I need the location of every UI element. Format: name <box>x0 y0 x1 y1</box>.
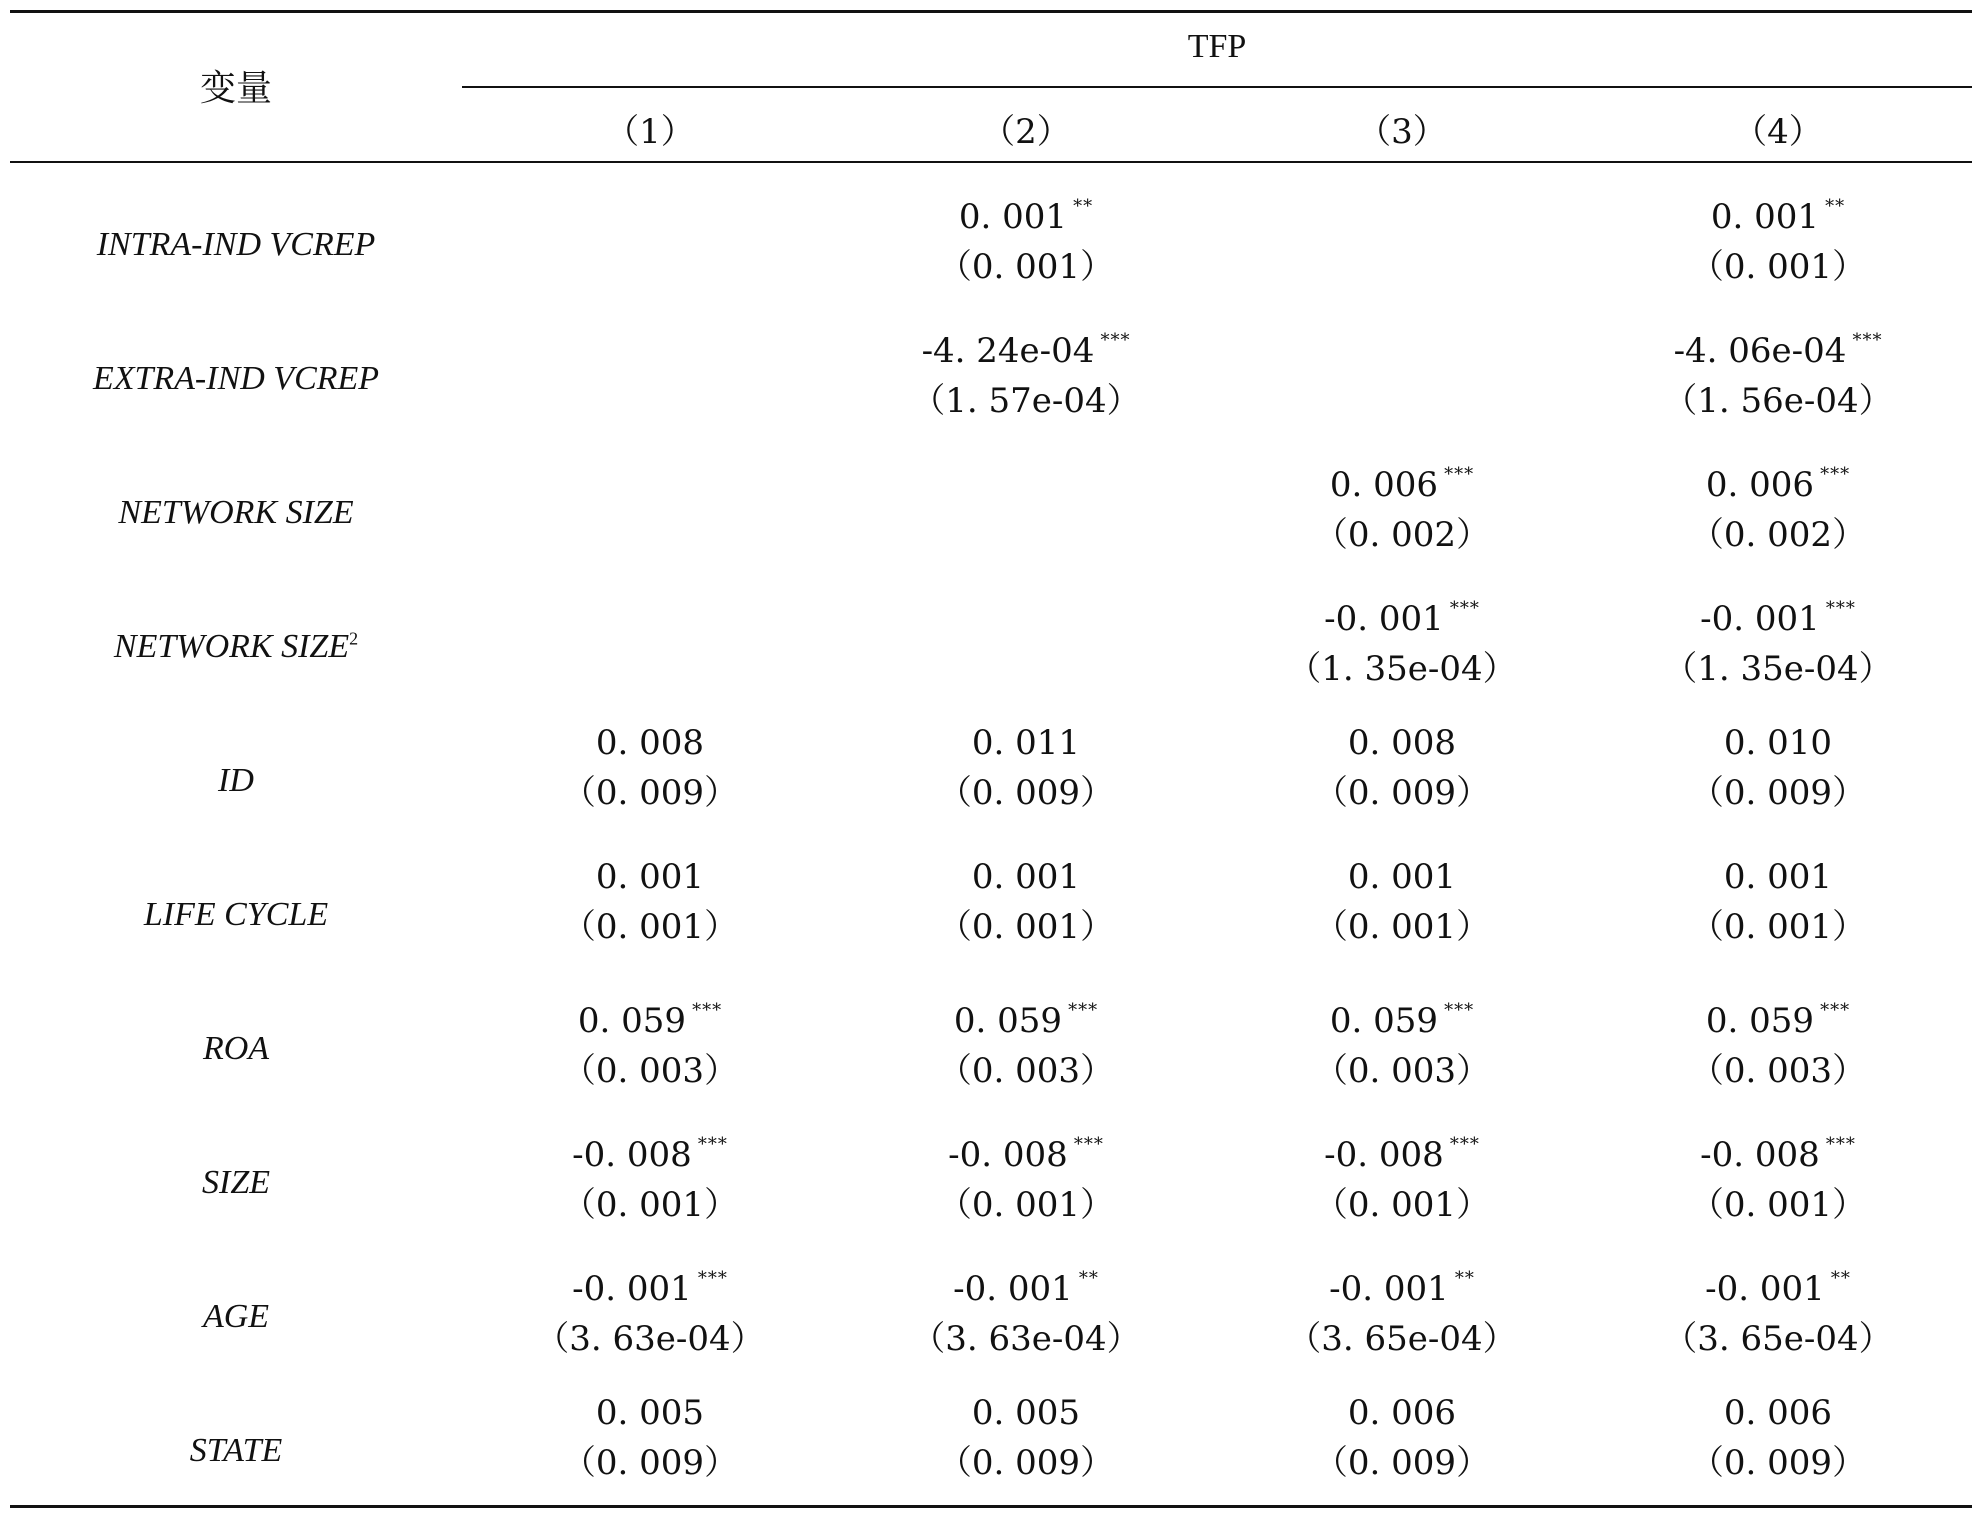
table-cell <box>838 986 1214 1096</box>
standard-error: （0. 001） <box>937 1185 1115 1225</box>
coefficient-value: 0. 059 <box>577 1001 687 1041</box>
coefficient-value: 0. 006 <box>1723 1393 1833 1433</box>
coefficient <box>1214 718 1590 768</box>
standard-error: （1. 35e-04） <box>1287 649 1517 689</box>
table-cell <box>838 852 1214 952</box>
variable-name <box>10 1164 462 1202</box>
coefficient-value: -0. 008 <box>1324 1135 1444 1175</box>
standard-error: （0. 003） <box>1313 1051 1491 1091</box>
coefficient <box>838 1388 1214 1438</box>
variable-name-text: NETWORK SIZE <box>113 628 350 665</box>
variable-name-text: NETWORK SIZE <box>118 494 354 531</box>
coefficient <box>1214 852 1590 902</box>
standard-error: （0. 001） <box>561 1185 739 1225</box>
table-cell <box>1214 718 1590 818</box>
standard-error: （0. 009） <box>1313 773 1491 813</box>
table-cell <box>1590 1254 1966 1364</box>
significance-stars: *** <box>1444 464 1475 485</box>
standard-error: （0. 009） <box>1313 1443 1491 1483</box>
table-cell <box>1214 1120 1590 1230</box>
table-cell <box>838 1388 1214 1488</box>
significance-stars: ** <box>1830 1268 1851 1289</box>
coefficient-value: 0. 008 <box>595 723 705 763</box>
coefficient <box>462 1254 838 1314</box>
table-cell <box>462 718 838 818</box>
coefficient <box>1590 450 1966 510</box>
table-cell <box>462 986 838 1096</box>
variable-name <box>10 1298 462 1336</box>
coefficient-value: -0. 001 <box>572 1269 692 1309</box>
standard-error: （0. 003） <box>1689 1051 1867 1091</box>
table-row <box>10 182 1972 316</box>
coefficient <box>1590 852 1966 902</box>
significance-stars: *** <box>1825 1134 1856 1155</box>
significance-stars: *** <box>1852 330 1883 351</box>
coefficient <box>462 986 838 1046</box>
table-cell <box>838 316 1214 426</box>
variable-name-text: INTRA-IND VCREP <box>96 226 376 263</box>
table-cell <box>1590 182 1966 292</box>
table-cell <box>1214 1388 1590 1488</box>
significance-stars: *** <box>1073 1134 1104 1155</box>
coefficient <box>1590 1388 1966 1438</box>
table-cell <box>1590 584 1966 694</box>
standard-error: （3. 65e-04） <box>1663 1319 1893 1359</box>
standard-error: （0. 001） <box>1689 247 1867 287</box>
table-row <box>10 1120 1972 1254</box>
table-cell <box>462 1388 838 1488</box>
coefficient-value: -0. 008 <box>948 1135 1068 1175</box>
table-cell <box>1214 1254 1590 1364</box>
table-cell <box>1214 584 1590 694</box>
variable-name <box>10 360 462 398</box>
variable-name <box>10 1030 462 1068</box>
variable-name-text: AGE <box>202 1298 270 1335</box>
coefficient-value: -0. 008 <box>572 1135 692 1175</box>
significance-stars: ** <box>1073 196 1094 217</box>
standard-error: （0. 001） <box>1313 1185 1491 1225</box>
variable-name <box>10 896 462 934</box>
table-cell <box>1590 1120 1966 1230</box>
standard-error: （0. 002） <box>1689 515 1867 555</box>
table-cell <box>838 1254 1214 1364</box>
coefficient <box>838 1120 1214 1180</box>
coefficient <box>1590 986 1966 1046</box>
coefficient <box>462 1388 838 1438</box>
coefficient-value: 0. 010 <box>1723 723 1833 763</box>
table-cell <box>1590 718 1966 818</box>
coefficient-value: 0. 001 <box>958 197 1068 237</box>
significance-stars: *** <box>1820 1000 1851 1021</box>
significance-stars: *** <box>1825 598 1856 619</box>
standard-error: （0. 009） <box>1689 1443 1867 1483</box>
table-bottom-rule <box>10 1505 1972 1508</box>
significance-stars: *** <box>692 1000 723 1021</box>
significance-stars: *** <box>1820 464 1851 485</box>
variable-name <box>10 494 462 532</box>
table-row <box>10 986 1972 1120</box>
coefficient-value: 0. 011 <box>971 723 1081 763</box>
significance-stars: *** <box>1068 1000 1099 1021</box>
coefficient-value: 0. 006 <box>1347 1393 1457 1433</box>
coefficient <box>1214 450 1590 510</box>
coefficient <box>1590 1254 1966 1314</box>
significance-stars: ** <box>1454 1268 1475 1289</box>
coefficient <box>1590 1120 1966 1180</box>
standard-error: （0. 003） <box>561 1051 739 1091</box>
standard-error: （3. 65e-04） <box>1287 1319 1517 1359</box>
coefficient-value: -0. 008 <box>1700 1135 1820 1175</box>
coefficient-value: 0. 059 <box>1329 1001 1439 1041</box>
table-row <box>10 316 1972 450</box>
coefficient-value: 0. 006 <box>1329 465 1439 505</box>
coefficient-value: -0. 001 <box>1324 599 1444 639</box>
variable-header: 变量 <box>199 68 272 109</box>
group-rule <box>462 86 1972 88</box>
variable-superscript: 2 <box>349 628 359 649</box>
coefficient <box>838 986 1214 1046</box>
variable-name <box>10 628 462 666</box>
variable-name-text: ID <box>218 762 254 799</box>
significance-stars: *** <box>1449 598 1480 619</box>
standard-error: （0. 009） <box>937 1443 1115 1483</box>
coefficient-value: 0. 006 <box>1705 465 1815 505</box>
coefficient <box>1214 1120 1590 1180</box>
column-header-2: （2） <box>981 112 1071 152</box>
coefficient-value: 0. 005 <box>595 1393 705 1433</box>
coefficient <box>838 1254 1214 1314</box>
header-rule <box>10 161 1972 163</box>
coefficient-value: -4. 06e-04 <box>1673 331 1847 371</box>
coefficient-value: 0. 059 <box>1705 1001 1815 1041</box>
table-cell <box>1590 986 1966 1096</box>
table-row <box>10 450 1972 584</box>
standard-error: （0. 009） <box>561 1443 739 1483</box>
standard-error: （0. 009） <box>561 773 739 813</box>
coefficient-value: 0. 008 <box>1347 723 1457 763</box>
standard-error: （0. 001） <box>561 907 739 947</box>
coefficient-value: -0. 001 <box>1700 599 1820 639</box>
significance-stars: *** <box>697 1268 728 1289</box>
standard-error: （0. 002） <box>1313 515 1491 555</box>
coefficient <box>1214 1254 1590 1314</box>
table-row <box>10 852 1972 986</box>
coefficient <box>1214 986 1590 1046</box>
significance-stars: *** <box>697 1134 728 1155</box>
significance-stars: ** <box>1078 1268 1099 1289</box>
coefficient-value: -0. 001 <box>953 1269 1073 1309</box>
coefficient <box>1590 316 1966 376</box>
table-top-rule <box>10 10 1972 13</box>
standard-error: （3. 63e-04） <box>535 1319 765 1359</box>
variable-name-text: STATE <box>189 1432 283 1469</box>
table-cell <box>1214 450 1590 560</box>
coefficient-value: 0. 001 <box>1347 857 1457 897</box>
table-cell <box>838 1120 1214 1230</box>
table-cell <box>462 1254 838 1364</box>
significance-stars: ** <box>1825 196 1846 217</box>
standard-error: （0. 001） <box>1689 1185 1867 1225</box>
variable-name-text: EXTRA-IND VCREP <box>92 360 380 397</box>
column-header-1: （1） <box>605 112 695 152</box>
coefficient <box>838 852 1214 902</box>
variable-name-text: SIZE <box>202 1164 270 1201</box>
table-cell <box>462 1120 838 1230</box>
variable-name <box>10 762 462 800</box>
coefficient-value: 0. 059 <box>953 1001 1063 1041</box>
tfp-group-header: TFP <box>1187 28 1247 65</box>
standard-error: （1. 35e-04） <box>1663 649 1893 689</box>
coefficient-value: 0. 001 <box>595 857 705 897</box>
standard-error: （0. 001） <box>1689 907 1867 947</box>
coefficient-value: 0. 005 <box>971 1393 1081 1433</box>
table-cell <box>1214 986 1590 1096</box>
coefficient <box>462 1120 838 1180</box>
variable-name <box>10 226 462 264</box>
standard-error: （0. 001） <box>937 247 1115 287</box>
standard-error: （0. 009） <box>1689 773 1867 813</box>
table-cell <box>838 182 1214 292</box>
table-cell <box>1590 852 1966 952</box>
coefficient-value: -4. 24e-04 <box>921 331 1095 371</box>
coefficient <box>1214 584 1590 644</box>
coefficient-value: -0. 001 <box>1705 1269 1825 1309</box>
column-header-3: （3） <box>1357 112 1447 152</box>
coefficient <box>1590 182 1966 242</box>
table-cell <box>1590 1388 1966 1488</box>
coefficient <box>838 182 1214 242</box>
standard-error: （0. 001） <box>937 907 1115 947</box>
table-cell <box>1590 450 1966 560</box>
significance-stars: *** <box>1100 330 1131 351</box>
coefficient <box>838 316 1214 376</box>
coefficient <box>1214 1388 1590 1438</box>
table-cell <box>1590 316 1966 426</box>
standard-error: （1. 56e-04） <box>1663 381 1893 421</box>
table-row <box>10 718 1972 852</box>
standard-error: （0. 003） <box>937 1051 1115 1091</box>
standard-error: （3. 63e-04） <box>911 1319 1141 1359</box>
coefficient <box>1590 584 1966 644</box>
coefficient-value: 0. 001 <box>1723 857 1833 897</box>
table-row <box>10 1388 1972 1522</box>
coefficient-value: -0. 001 <box>1329 1269 1449 1309</box>
variable-name <box>10 1432 462 1470</box>
standard-error: （1. 57e-04） <box>911 381 1141 421</box>
variable-name-text: ROA <box>202 1030 270 1067</box>
standard-error: （0. 001） <box>1313 907 1491 947</box>
variable-name-text: LIFE CYCLE <box>143 896 329 933</box>
significance-stars: *** <box>1449 1134 1480 1155</box>
table-row <box>10 1254 1972 1388</box>
significance-stars: *** <box>1444 1000 1475 1021</box>
table-cell <box>1214 852 1590 952</box>
column-header-4: （4） <box>1733 112 1823 152</box>
coefficient <box>1590 718 1966 768</box>
coefficient <box>462 852 838 902</box>
coefficient-value: 0. 001 <box>1710 197 1820 237</box>
coefficient <box>462 718 838 768</box>
table-row <box>10 584 1972 718</box>
table-cell <box>462 852 838 952</box>
standard-error: （0. 009） <box>937 773 1115 813</box>
table-cell <box>838 718 1214 818</box>
coefficient-value: 0. 001 <box>971 857 1081 897</box>
coefficient <box>838 718 1214 768</box>
